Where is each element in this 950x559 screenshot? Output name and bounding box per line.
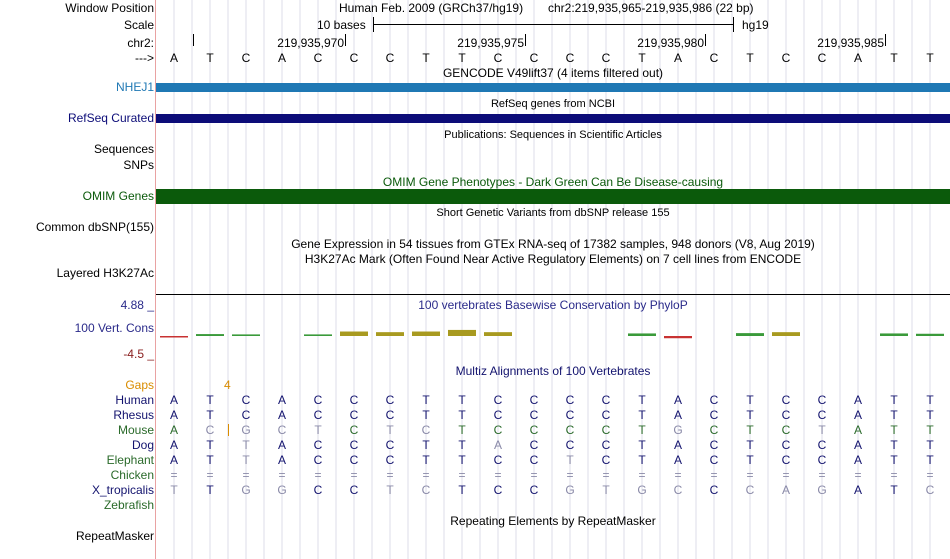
alignment-base: T <box>638 423 646 437</box>
species-label[interactable]: Human <box>115 393 154 407</box>
alignment-base: T <box>890 438 898 452</box>
phylop-bar <box>160 336 188 338</box>
sequence-base: T <box>638 51 646 65</box>
label-sequences[interactable]: Sequences <box>93 142 154 156</box>
alignment-base: T <box>746 453 754 467</box>
alignment-base: C <box>493 408 503 422</box>
sequence-base: C <box>241 51 251 65</box>
alignment-base: C <box>925 483 935 497</box>
alignment-base: G <box>241 483 251 497</box>
alignment-base: T <box>458 483 466 497</box>
alignment-base: C <box>709 393 719 407</box>
alignment-base: A <box>169 408 178 422</box>
alignment-base: C <box>565 438 575 452</box>
alignment-base: T <box>746 393 754 407</box>
alignment-base: C <box>277 423 287 437</box>
phylop-bar <box>736 333 764 336</box>
alignment-base: C <box>205 423 215 437</box>
alignment-base: C <box>529 393 539 407</box>
alignment-base: C <box>601 423 611 437</box>
species-alignment-row <box>156 468 950 482</box>
alignment-base: C <box>421 423 431 437</box>
alignment-base: T <box>242 453 250 467</box>
alignment-base: C <box>565 393 575 407</box>
ruler-tick-mark <box>885 34 886 46</box>
alignment-base: T <box>638 408 646 422</box>
alignment-base: T <box>206 393 214 407</box>
sequence-base: C <box>493 51 503 65</box>
alignment-base: A <box>853 438 862 452</box>
alignment-base: C <box>565 423 575 437</box>
alignment-base: C <box>601 438 611 452</box>
repeatmasker-title: Repeating Elements by RepeatMasker <box>450 514 656 528</box>
alignment-base: C <box>601 393 611 407</box>
sequence-base: T <box>890 51 898 65</box>
alignment-base: G <box>277 483 287 497</box>
sequence-base: T <box>746 51 754 65</box>
phylop-bar <box>448 330 476 336</box>
alignment-base: A <box>853 483 862 497</box>
alignment-base: T <box>890 408 898 422</box>
sequence-base: A <box>853 51 862 65</box>
alignment-base: T <box>746 408 754 422</box>
alignment-base: G <box>241 423 251 437</box>
alignment-base: A <box>493 438 502 452</box>
alignment-base: C <box>529 423 539 437</box>
alignment-base: = <box>566 468 574 482</box>
species-alignment-row <box>156 453 950 467</box>
alignment-base: = <box>746 468 754 482</box>
alignment-base: T <box>314 423 322 437</box>
alignment-base: C <box>349 483 359 497</box>
phylop-bar <box>772 332 800 336</box>
alignment-base: G <box>673 423 683 437</box>
alignment-base: C <box>313 453 323 467</box>
publications-title: Publications: Sequences in Scientific Articles <box>444 129 662 141</box>
alignment-base: A <box>277 453 286 467</box>
alignment-base: T <box>458 408 466 422</box>
alignment-base: C <box>529 483 539 497</box>
label-repeatmasker[interactable]: RepeatMasker <box>75 529 154 543</box>
multiz-title: Multiz Alignments of 100 Vertebrates <box>455 364 651 378</box>
alignment-base: = <box>350 468 358 482</box>
alignment-base: A <box>169 453 178 467</box>
alignment-base: T <box>458 423 466 437</box>
track-separator <box>156 294 950 295</box>
species-label[interactable]: Dog <box>131 438 154 452</box>
alignment-base: G <box>565 483 575 497</box>
phylop-bar <box>412 332 440 336</box>
species-alignment-row <box>156 483 950 497</box>
alignment-base: G <box>637 483 647 497</box>
alignment-base: C <box>781 393 791 407</box>
alignment-base: C <box>385 393 395 407</box>
alignment-base: A <box>853 423 862 437</box>
refseq-title: RefSeq genes from NCBI <box>490 98 616 110</box>
h3k27ac-title: H3K27Ac Mark (Often Found Near Active Regulatory Elements) on 7 cell lines from ENCODE <box>304 252 802 266</box>
label-nhej1[interactable]: NHEJ1 <box>115 80 154 94</box>
alignment-base: C <box>817 438 827 452</box>
alignment-base: C <box>493 423 503 437</box>
alignment-base: T <box>926 423 934 437</box>
phylop-bar <box>196 334 224 336</box>
alignment-base: C <box>709 438 719 452</box>
gencode-title: GENCODE V49lift37 (4 items filtered out) <box>442 66 664 80</box>
alignment-base: G <box>817 483 827 497</box>
sequence-base: C <box>781 51 791 65</box>
phylop-bar <box>628 333 656 336</box>
alignment-base: A <box>853 393 862 407</box>
label-window-position: Window Position <box>65 1 154 15</box>
phylop-bar <box>664 336 692 338</box>
gaps-value: 4 <box>224 378 231 392</box>
sequence-base: C <box>529 51 539 65</box>
scale-text: 10 bases <box>317 18 366 32</box>
alignment-base: T <box>458 393 466 407</box>
ruler-tick-label: 219,935,975 <box>457 36 524 50</box>
alignment-base: T <box>458 453 466 467</box>
alignment-base: T <box>926 408 934 422</box>
phylop-bar <box>304 334 332 336</box>
alignment-base: T <box>386 483 394 497</box>
alignment-base: C <box>313 483 323 497</box>
alignment-base: C <box>781 423 791 437</box>
species-alignment-row <box>156 393 950 407</box>
phylop-bar <box>340 332 368 336</box>
alignment-base: A <box>853 408 862 422</box>
sequence-base: T <box>422 51 430 65</box>
alignment-base: C <box>601 453 611 467</box>
alignment-base: A <box>169 423 178 437</box>
sequence-base: C <box>709 51 719 65</box>
alignment-base: C <box>385 438 395 452</box>
alignment-base: T <box>458 438 466 452</box>
alignment-base: C <box>709 423 719 437</box>
phylop-bar <box>880 333 908 336</box>
phylop-title: 100 vertebrates Basewise Conservation by PhyloP <box>418 298 688 312</box>
alignment-base: C <box>529 438 539 452</box>
alignment-base: C <box>781 438 791 452</box>
alignment-base: = <box>494 468 502 482</box>
alignment-base: C <box>313 408 323 422</box>
alignment-base: A <box>673 438 682 452</box>
ruler-tick-mark <box>525 34 526 46</box>
sequence-base: C <box>313 51 323 65</box>
alignment-base: = <box>422 468 430 482</box>
alignment-base: T <box>746 438 754 452</box>
phylop-bar <box>484 332 512 336</box>
ruler-tick-label: 219,935,985 <box>817 36 884 50</box>
alignment-base: = <box>170 468 178 482</box>
alignment-base: T <box>170 483 178 497</box>
ruler-tick-mark <box>705 34 706 46</box>
alignment-base: = <box>206 468 214 482</box>
assembly-title: Human Feb. 2009 (GRCh37/hg19) <box>339 1 524 15</box>
alignment-base: A <box>781 483 790 497</box>
sequence-base: T <box>206 51 214 65</box>
alignment-base: C <box>817 453 827 467</box>
alignment-base: = <box>926 468 934 482</box>
alignment-base: T <box>926 453 934 467</box>
alignment-base: = <box>782 468 790 482</box>
alignment-base: = <box>710 468 718 482</box>
nhej1-gene-bar[interactable] <box>156 83 950 92</box>
alignment-base: C <box>421 483 431 497</box>
alignment-base: = <box>854 468 862 482</box>
species-label[interactable]: Zebrafish <box>103 498 154 512</box>
species-alignment-row <box>156 498 950 512</box>
alignment-base: C <box>349 453 359 467</box>
ruler-start-mark <box>193 34 194 46</box>
sequence-base: T <box>926 51 934 65</box>
sequence-base: C <box>349 51 359 65</box>
label-common-dbsnp[interactable]: Common dbSNP(155) <box>35 220 154 234</box>
alignment-base: T <box>206 438 214 452</box>
alignment-base: T <box>566 453 574 467</box>
alignment-base: C <box>709 453 719 467</box>
species-alignment-row <box>156 438 950 452</box>
alignment-base: C <box>529 453 539 467</box>
alignment-base: T <box>638 453 646 467</box>
alignment-base: = <box>278 468 286 482</box>
alignment-base: C <box>493 453 503 467</box>
species-label[interactable]: Elephant <box>106 453 154 467</box>
alignment-base: = <box>458 468 466 482</box>
alignment-base: T <box>926 393 934 407</box>
scale-bar-right-cap <box>733 17 734 32</box>
alignment-base: T <box>818 423 826 437</box>
sequence-base: C <box>385 51 395 65</box>
species-alignment-row <box>156 423 950 437</box>
alignment-base: = <box>818 468 826 482</box>
alignment-base: = <box>674 468 682 482</box>
omim-gene-bar[interactable] <box>156 189 950 204</box>
alignment-base: A <box>277 438 286 452</box>
alignment-base: A <box>277 408 286 422</box>
alignment-base: C <box>673 483 683 497</box>
sequence-base: C <box>601 51 611 65</box>
alignment-base: C <box>313 393 323 407</box>
alignment-base: T <box>638 393 646 407</box>
alignment-base: C <box>313 438 323 452</box>
alignment-base: = <box>242 468 250 482</box>
alignment-base: A <box>277 393 286 407</box>
alignment-base: C <box>601 408 611 422</box>
alignment-base: T <box>422 438 430 452</box>
alignment-base: C <box>709 408 719 422</box>
alignment-base: A <box>853 453 862 467</box>
scale-bar-left-cap <box>373 17 374 32</box>
alignment-base: = <box>530 468 538 482</box>
label-gaps: Gaps <box>125 378 154 392</box>
phylop-bar <box>376 332 404 336</box>
alignment-base: C <box>241 408 251 422</box>
label-100-vert-cons[interactable]: 100 Vert. Cons <box>74 321 154 335</box>
alignment-base: A <box>673 453 682 467</box>
label-scale: Scale <box>123 18 154 32</box>
alignment-base: C <box>385 408 395 422</box>
alignment-base: T <box>890 483 898 497</box>
alignment-base: C <box>349 438 359 452</box>
alignment-base: C <box>817 393 827 407</box>
label-omim-genes[interactable]: OMIM Genes <box>82 189 154 203</box>
position-text: chr2:219,935,965-219,935,986 (22 bp) <box>548 1 754 15</box>
phylop-bar <box>232 334 260 336</box>
dbsnp-title: Short Genetic Variants from dbSNP release 155 <box>436 207 670 219</box>
label-refseq-curated[interactable]: RefSeq Curated <box>67 111 154 125</box>
species-label[interactable]: X_tropicalis <box>91 483 154 497</box>
alignment-base: C <box>745 483 755 497</box>
alignment-base: C <box>493 393 503 407</box>
sequence-base: T <box>458 51 466 65</box>
alignment-base: C <box>709 483 719 497</box>
scale-db: hg19 <box>742 18 769 32</box>
species-label[interactable]: Rhesus <box>113 408 154 422</box>
gap-marker <box>228 424 229 436</box>
sequence-base: C <box>817 51 827 65</box>
alignment-base: C <box>493 483 503 497</box>
alignment-base: C <box>349 423 359 437</box>
alignment-base: = <box>314 468 322 482</box>
species-label[interactable]: Chicken <box>110 468 154 482</box>
alignment-base: C <box>241 393 251 407</box>
sequence-base: A <box>169 51 178 65</box>
alignment-base: T <box>926 438 934 452</box>
alignment-base: A <box>169 438 178 452</box>
alignment-base: T <box>602 483 610 497</box>
alignment-base: C <box>349 408 359 422</box>
alignment-base: C <box>565 408 575 422</box>
alignment-base: C <box>781 453 791 467</box>
alignment-base: T <box>206 408 214 422</box>
alignment-base: = <box>890 468 898 482</box>
alignment-base: T <box>422 453 430 467</box>
alignment-base: A <box>673 408 682 422</box>
alignment-base: C <box>349 393 359 407</box>
ruler-tick-label: 219,935,970 <box>277 36 344 50</box>
alignment-base: A <box>169 393 178 407</box>
alignment-base: T <box>206 453 214 467</box>
omim-title: OMIM Gene Phenotypes - Dark Green Can Be Disease-causing <box>382 175 724 189</box>
alignment-base: = <box>386 468 394 482</box>
species-alignment-row <box>156 408 950 422</box>
alignment-base: T <box>890 453 898 467</box>
sequence-base: C <box>565 51 575 65</box>
alignment-base: = <box>638 468 646 482</box>
sequence-row <box>156 51 950 65</box>
gtex-title: Gene Expression in 54 tissues from GTEx RNA-seq of 17382 samples, 948 donors (V8, Aug 2019) <box>291 237 815 251</box>
alignment-base: C <box>529 408 539 422</box>
ruler-tick-mark <box>345 34 346 46</box>
alignment-base: T <box>422 393 430 407</box>
alignment-base: T <box>386 423 394 437</box>
alignment-base: T <box>638 438 646 452</box>
sequence-base: A <box>673 51 682 65</box>
species-label[interactable]: Mouse <box>117 423 154 437</box>
sequence-base: A <box>277 51 286 65</box>
alignment-base: T <box>890 423 898 437</box>
label-cons-min: -4.5 _ <box>123 347 154 361</box>
alignment-base: C <box>817 408 827 422</box>
label-arrow: ---> <box>135 51 154 65</box>
alignment-base: T <box>206 483 214 497</box>
refseq-gene-bar[interactable] <box>156 114 950 123</box>
alignment-base: C <box>385 453 395 467</box>
label-snps[interactable]: SNPs <box>123 158 154 172</box>
alignment-base: A <box>673 393 682 407</box>
phylop-bar <box>916 334 944 336</box>
phylop-conservation-plot <box>156 318 950 354</box>
ruler-tick-label: 219,935,980 <box>637 36 704 50</box>
label-layered-h3k27ac[interactable]: Layered H3K27Ac <box>56 266 154 280</box>
label-cons-max: 4.88 _ <box>120 298 154 312</box>
alignment-base: T <box>422 408 430 422</box>
alignment-base: T <box>890 393 898 407</box>
alignment-base: T <box>746 423 754 437</box>
label-chr: chr2: <box>127 36 154 50</box>
scale-bar <box>373 24 734 25</box>
alignment-base: C <box>781 408 791 422</box>
alignment-base: T <box>242 438 250 452</box>
alignment-base: = <box>602 468 610 482</box>
